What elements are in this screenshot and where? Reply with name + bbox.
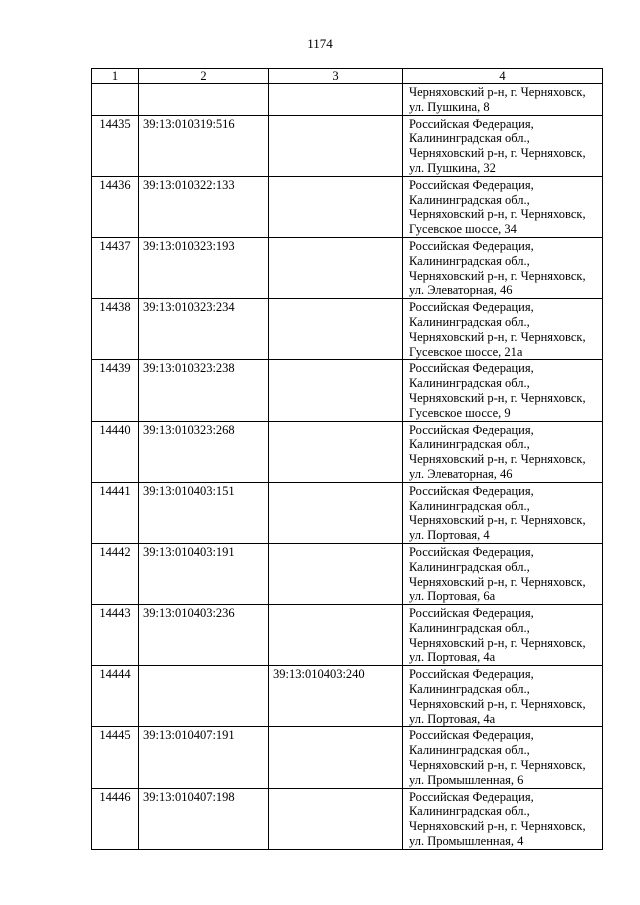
cadastral-number-cell <box>139 666 269 727</box>
address-line: Черняховский р-н, г. Черняховск, <box>409 146 586 161</box>
cadastral-number-cell: 39:13:010403:236 <box>139 605 269 666</box>
cadastral-number-cell: 39:13:010323:268 <box>139 421 269 482</box>
related-cadastral-number-cell <box>269 421 403 482</box>
address-line: Черняховский р-н, г. Черняховск, <box>409 819 586 834</box>
table-row <box>92 360 603 421</box>
table-row <box>92 605 603 666</box>
address-cell <box>403 115 603 176</box>
address-line: ул. Пушкина, 8 <box>409 99 490 114</box>
address-line: ул. Элеваторная, 46 <box>409 466 513 481</box>
address-line: Калининградская обл., <box>409 437 530 452</box>
row-number-cell: 14435 <box>92 115 139 176</box>
address-line: Российская Федерация, <box>409 728 534 743</box>
related-cadastral-number-cell <box>269 360 403 421</box>
address-cell <box>403 605 603 666</box>
address-line: Черняховский р-н, г. Черняховск, <box>409 513 586 528</box>
address-line: Калининградская обл., <box>409 131 530 146</box>
address-cell <box>403 482 603 543</box>
row-number-cell: 14446 <box>92 788 139 849</box>
address-line: Российская Федерация, <box>409 422 534 437</box>
address-line: Черняховский р-н, г. Черняховск, <box>409 329 586 344</box>
address-line: Черняховский р-н, г. Черняховск, <box>409 390 586 405</box>
row-number-cell: 14437 <box>92 237 139 298</box>
cadastral-number-cell <box>139 84 269 116</box>
address-cell <box>403 360 603 421</box>
address-line: ул. Портовая, 4а <box>409 650 496 665</box>
address-line: Черняховский р-н, г. Черняховск, <box>409 758 586 773</box>
table-row <box>92 666 603 727</box>
address-line: Калининградская обл., <box>409 743 530 758</box>
row-number-cell: 14440 <box>92 421 139 482</box>
row-number-cell: 14441 <box>92 482 139 543</box>
address-cell <box>403 299 603 360</box>
address-line: Калининградская обл., <box>409 314 530 329</box>
address-line: Гусевское шоссе, 9 <box>409 405 511 420</box>
cadastral-number-cell: 39:13:010322:133 <box>139 176 269 237</box>
address-cell <box>403 727 603 788</box>
address-line: Российская Федерация, <box>409 606 534 621</box>
cadastral-number-cell: 39:13:010319:516 <box>139 115 269 176</box>
address-line: Российская Федерация, <box>409 177 534 192</box>
address-line: ул. Пушкина, 32 <box>409 160 496 175</box>
address-line: Калининградская обл., <box>409 804 530 819</box>
address-line: ул. Промышленная, 6 <box>409 772 524 787</box>
address-cell <box>403 421 603 482</box>
related-cadastral-number-cell <box>269 299 403 360</box>
table-row <box>92 482 603 543</box>
cadastral-number-cell: 39:13:010403:191 <box>139 543 269 604</box>
address-line: Черняховский р-н, г. Черняховск, <box>409 696 586 711</box>
address-line: ул. Портовая, 4а <box>409 711 496 726</box>
related-cadastral-number-cell <box>269 727 403 788</box>
address-line: Российская Федерация, <box>409 116 534 131</box>
cadastral-number-cell: 39:13:010323:234 <box>139 299 269 360</box>
address-line: Российская Федерация, <box>409 483 534 498</box>
address-line: Черняховский р-н, г. Черняховск, <box>409 268 586 283</box>
address-line: Российская Федерация, <box>409 300 534 315</box>
row-number-cell: 14443 <box>92 605 139 666</box>
cadastral-number-cell: 39:13:010323:238 <box>139 360 269 421</box>
address-line: Гусевское шоссе, 34 <box>409 222 517 237</box>
address-line: Черняховский р-н, г. Черняховск, <box>409 452 586 467</box>
address-line: Черняховский р-н, г. Черняховск, <box>409 635 586 650</box>
table-body <box>92 84 603 850</box>
registry-table <box>91 68 603 850</box>
address-cell <box>403 788 603 849</box>
table-row <box>92 727 603 788</box>
table-row <box>92 176 603 237</box>
table-row <box>92 421 603 482</box>
related-cadastral-number-cell <box>269 84 403 116</box>
address-cell <box>403 666 603 727</box>
address-line: Калининградская обл., <box>409 376 530 391</box>
column-header-3: 3 <box>269 69 403 84</box>
cadastral-number-cell: 39:13:010407:198 <box>139 788 269 849</box>
table-header <box>92 69 603 84</box>
address-line: ул. Портовая, 6а <box>409 589 496 604</box>
address-line: Российская Федерация, <box>409 361 534 376</box>
row-number-cell: 14445 <box>92 727 139 788</box>
address-line: Гусевское шоссе, 21а <box>409 344 523 359</box>
row-number-cell <box>92 84 139 116</box>
related-cadastral-number-cell <box>269 605 403 666</box>
cadastral-number-cell: 39:13:010407:191 <box>139 727 269 788</box>
address-line: Калининградская обл., <box>409 253 530 268</box>
address-cell <box>403 176 603 237</box>
row-number-cell: 14444 <box>92 666 139 727</box>
column-header-1: 1 <box>92 69 139 84</box>
address-line: Российская Федерация, <box>409 789 534 804</box>
row-number-cell: 14439 <box>92 360 139 421</box>
table-row <box>92 543 603 604</box>
related-cadastral-number-cell <box>269 482 403 543</box>
address-cell <box>403 237 603 298</box>
header-row <box>92 69 603 84</box>
cadastral-number-cell: 39:13:010403:151 <box>139 482 269 543</box>
address-line: Калининградская обл., <box>409 682 530 697</box>
page-number: 1174 <box>307 36 333 51</box>
table-row <box>92 115 603 176</box>
address-cell <box>403 543 603 604</box>
address-line: Черняховский р-н, г. Черняховск, <box>409 207 586 222</box>
column-header-2: 2 <box>139 69 269 84</box>
related-cadastral-number-cell: 39:13:010403:240 <box>269 666 403 727</box>
address-line: ул. Промышленная, 4 <box>409 834 524 849</box>
row-number-cell: 14442 <box>92 543 139 604</box>
related-cadastral-number-cell <box>269 115 403 176</box>
column-header-4: 4 <box>403 69 603 84</box>
address-line: Калининградская обл., <box>409 498 530 513</box>
table-row <box>92 299 603 360</box>
related-cadastral-number-cell <box>269 543 403 604</box>
address-line: ул. Портовая, 4 <box>409 528 490 543</box>
related-cadastral-number-cell <box>269 176 403 237</box>
table-row <box>92 788 603 849</box>
address-line: Российская Федерация, <box>409 238 534 253</box>
row-number-cell: 14438 <box>92 299 139 360</box>
address-line: Черняховский р-н, г. Черняховск, <box>409 574 586 589</box>
address-line: Российская Федерация, <box>409 667 534 682</box>
address-cell <box>403 84 603 116</box>
cadastral-number-cell: 39:13:010323:193 <box>139 237 269 298</box>
address-line: Калининградская обл., <box>409 620 530 635</box>
related-cadastral-number-cell <box>269 237 403 298</box>
address-line: Калининградская обл., <box>409 192 530 207</box>
address-line: ул. Элеваторная, 46 <box>409 283 513 298</box>
table-row <box>92 237 603 298</box>
address-line: Калининградская обл., <box>409 559 530 574</box>
address-line: Черняховский р-н, г. Черняховск, <box>409 85 586 99</box>
table-row <box>92 84 603 116</box>
address-line: Российская Федерация, <box>409 544 534 559</box>
row-number-cell: 14436 <box>92 176 139 237</box>
related-cadastral-number-cell <box>269 788 403 849</box>
